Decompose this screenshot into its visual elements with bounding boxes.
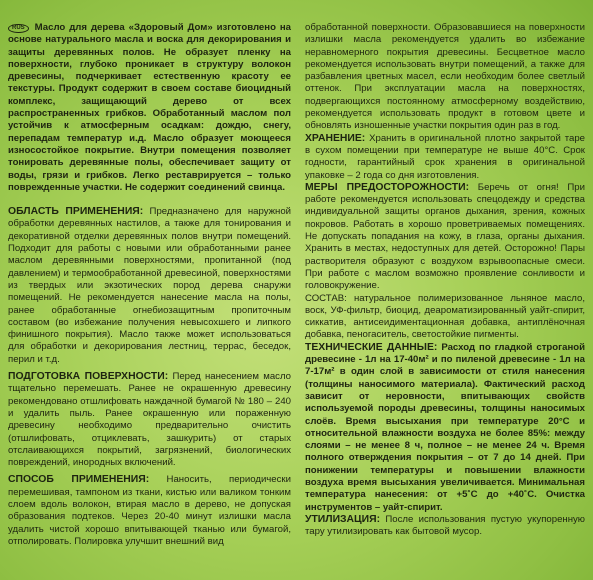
language-badge: RUS [8, 24, 29, 33]
storage-text: Хранить в оригинальной плотно закрытой таре в сухом помещении при температуре не выше 40°С. Срок годности, гарантийный срок хранения в оригинальной упаковке – 2 года со дня изготовления. [305, 132, 585, 181]
storage-title: ХРАНЕНИЕ: [305, 132, 366, 144]
composition-section [305, 293, 585, 342]
intro-text: Масло для дерева «Здоровый Дом» изготовлено на основе натурального масла и воска для декорирования и защиты деревянных полов. Не образует пленку на поверхности, глубоко проникает в структуру волокон древесины, подчеркивает естественную красоту ее текстуры. Продукт содержит в своем составе биоцидный комплекс, защищающий дерево от всех распространенных грибков. Обработанный маслом пол устойчив к атмосферным осадкам: дождю, снегу, перепадам температур и.д. Масло образует моющееся износостойкое покрытие. Внутри помещения позволяет тонировать деревянные полы, обеспечивает защиту от воды, грязи и грибков. Легко реставрируется – только поврежденные участки. Не содержит соединений свинца. [8, 22, 291, 193]
left-column [8, 22, 291, 548]
safety-text: Беречь от огня! При работе рекомендуется использовать спецодежду и средства индивидуальной защиты органов дыхания, зрения, кожных покровов. Работать в хорошо проветриваемых помещениях. Не допускать попадания на кожу, в глаза, органы дыхания. Хранить в местах, недоступных для детей. Осторожно! Пары растворителя образуют с воздухом взрывоопасные смеси. При работе с маслом возможно проявление сонливости и головокружение. [305, 181, 585, 292]
method-section [8, 474, 291, 548]
tech-text: Расход по гладкой строганой древесине - 1л на 17-40м² и по пиленой древесине - 1л на 7-17м² в один слой в зависимости от стиля нанесения (толщины наносимого материала). Фактический расход зависит от неровности, впитывающих свойств используемой породы древесины, толщины наносимых слоёв. Время высыхания при температуре 20°С и относительной влажности воздуха не более 85%: между слоями – не менее 8 ч, полное – не менее 24 ч. Время полного отверждения покрытия – от 7 до 14 дней. При понижении температуры и повышении влажности воздуха время высыхания увеличивается. Минимальная температура нанесения: от +5˚С до +40˚С. Очистка инструментов – уайт-спирит. [305, 341, 585, 513]
continued-text: обработанной поверхности. Образовавшиеся на поверхности излишки масла рекомендуется удалить во избежание неравномерного покрытия древесины. Бесцветное масло рекомендуется использовать внутри помещений, а также для разбавления цветных масел, если необходим более светлый оттенок. При эксплуатации масла на поверхностях, подвергающихся постоянному атмосферному воздействию, рекомендуется использовать продукт в готовом цвете и обновлять изношенные участки покрытия один раз в год. [305, 22, 585, 132]
disposal-section [305, 514, 585, 539]
prep-title: ПОДГОТОВКА ПОВЕРХНОСТИ: [8, 371, 169, 383]
tech-title: ТЕХНИЧЕСКИЕ ДАННЫЕ: [305, 341, 438, 353]
prep-section [8, 371, 291, 469]
tech-section [305, 342, 585, 514]
composition-text: натуральное полимеризованное льняное масло, воск, УФ-фильтр, биоцид, деароматизированный уайт-спирит, сиккатив, антисеидиментационная добавка, антиплёночная добавка, пеногаситель, светостойкие пигменты. [305, 292, 585, 341]
disposal-text: После использования пустую укупоренную тару утилизировать как бытовой мусор. [305, 513, 585, 538]
safety-title: МЕРЫ ПРЕДОСТОРОЖНОСТИ: [305, 181, 470, 193]
storage-section [305, 133, 585, 182]
area-section [8, 206, 291, 366]
area-text: Предназначено для наружной обработки деревянных настилов, а также для тонирования и декоративной отделки деревянных полов внутри помещений. Подходит для работы с новыми или обработанными ранее маслом деревянными поверхностями, пропитанной (под давлением) и термообработанной древесиной, поверхностями из твердых или экзотических пород дерева снаружи помещений. Не рекомендуется нанесение масла на полы, ранее обработанные огнебиозащитным пропиточным составом (во избежание получения невысохшего и липкого финишного покрытия). Масло также может использоваться для обработки и декорирования лестниц, террас, беседок, перил и т.д. [8, 206, 292, 365]
safety-section [305, 182, 585, 293]
area-title: ОБЛАСТЬ ПРИМЕНЕНИЯ: [8, 206, 144, 218]
intro-paragraph [8, 22, 291, 194]
method-text: Наносить, периодически перемешивая, тампоном из ткани, кистью или валиком тонким слоем вдоль волокон, втирая масло в дерево, не допуская образования подтеков. Через 20-40 минут излишки масла удалить чистой хорошо впитывающей тканью или бумагой, отполировать. Полировка улучшит внешний вид [8, 474, 291, 547]
prep-text: Перед нанесением масло тщательно перемешать. Ранее не окрашенную древесину рекомендовано отшлифовать наждачной бумагой № 180 – 240 и удалить пыль. Ранее окрашенную или пораженную древесину необходимо предварительно очистить (отшлифовать, отциклевать, зашкурить) от старых отслаивающихся покрытий, загрязнений, биологических повреждений, инородных включений. [8, 371, 291, 469]
right-column [305, 22, 585, 538]
composition-title: СОСТАВ: [305, 292, 347, 304]
method-title: СПОСОБ ПРИМЕНЕНИЯ: [8, 474, 150, 486]
disposal-title: УТИЛИЗАЦИЯ: [305, 513, 381, 525]
